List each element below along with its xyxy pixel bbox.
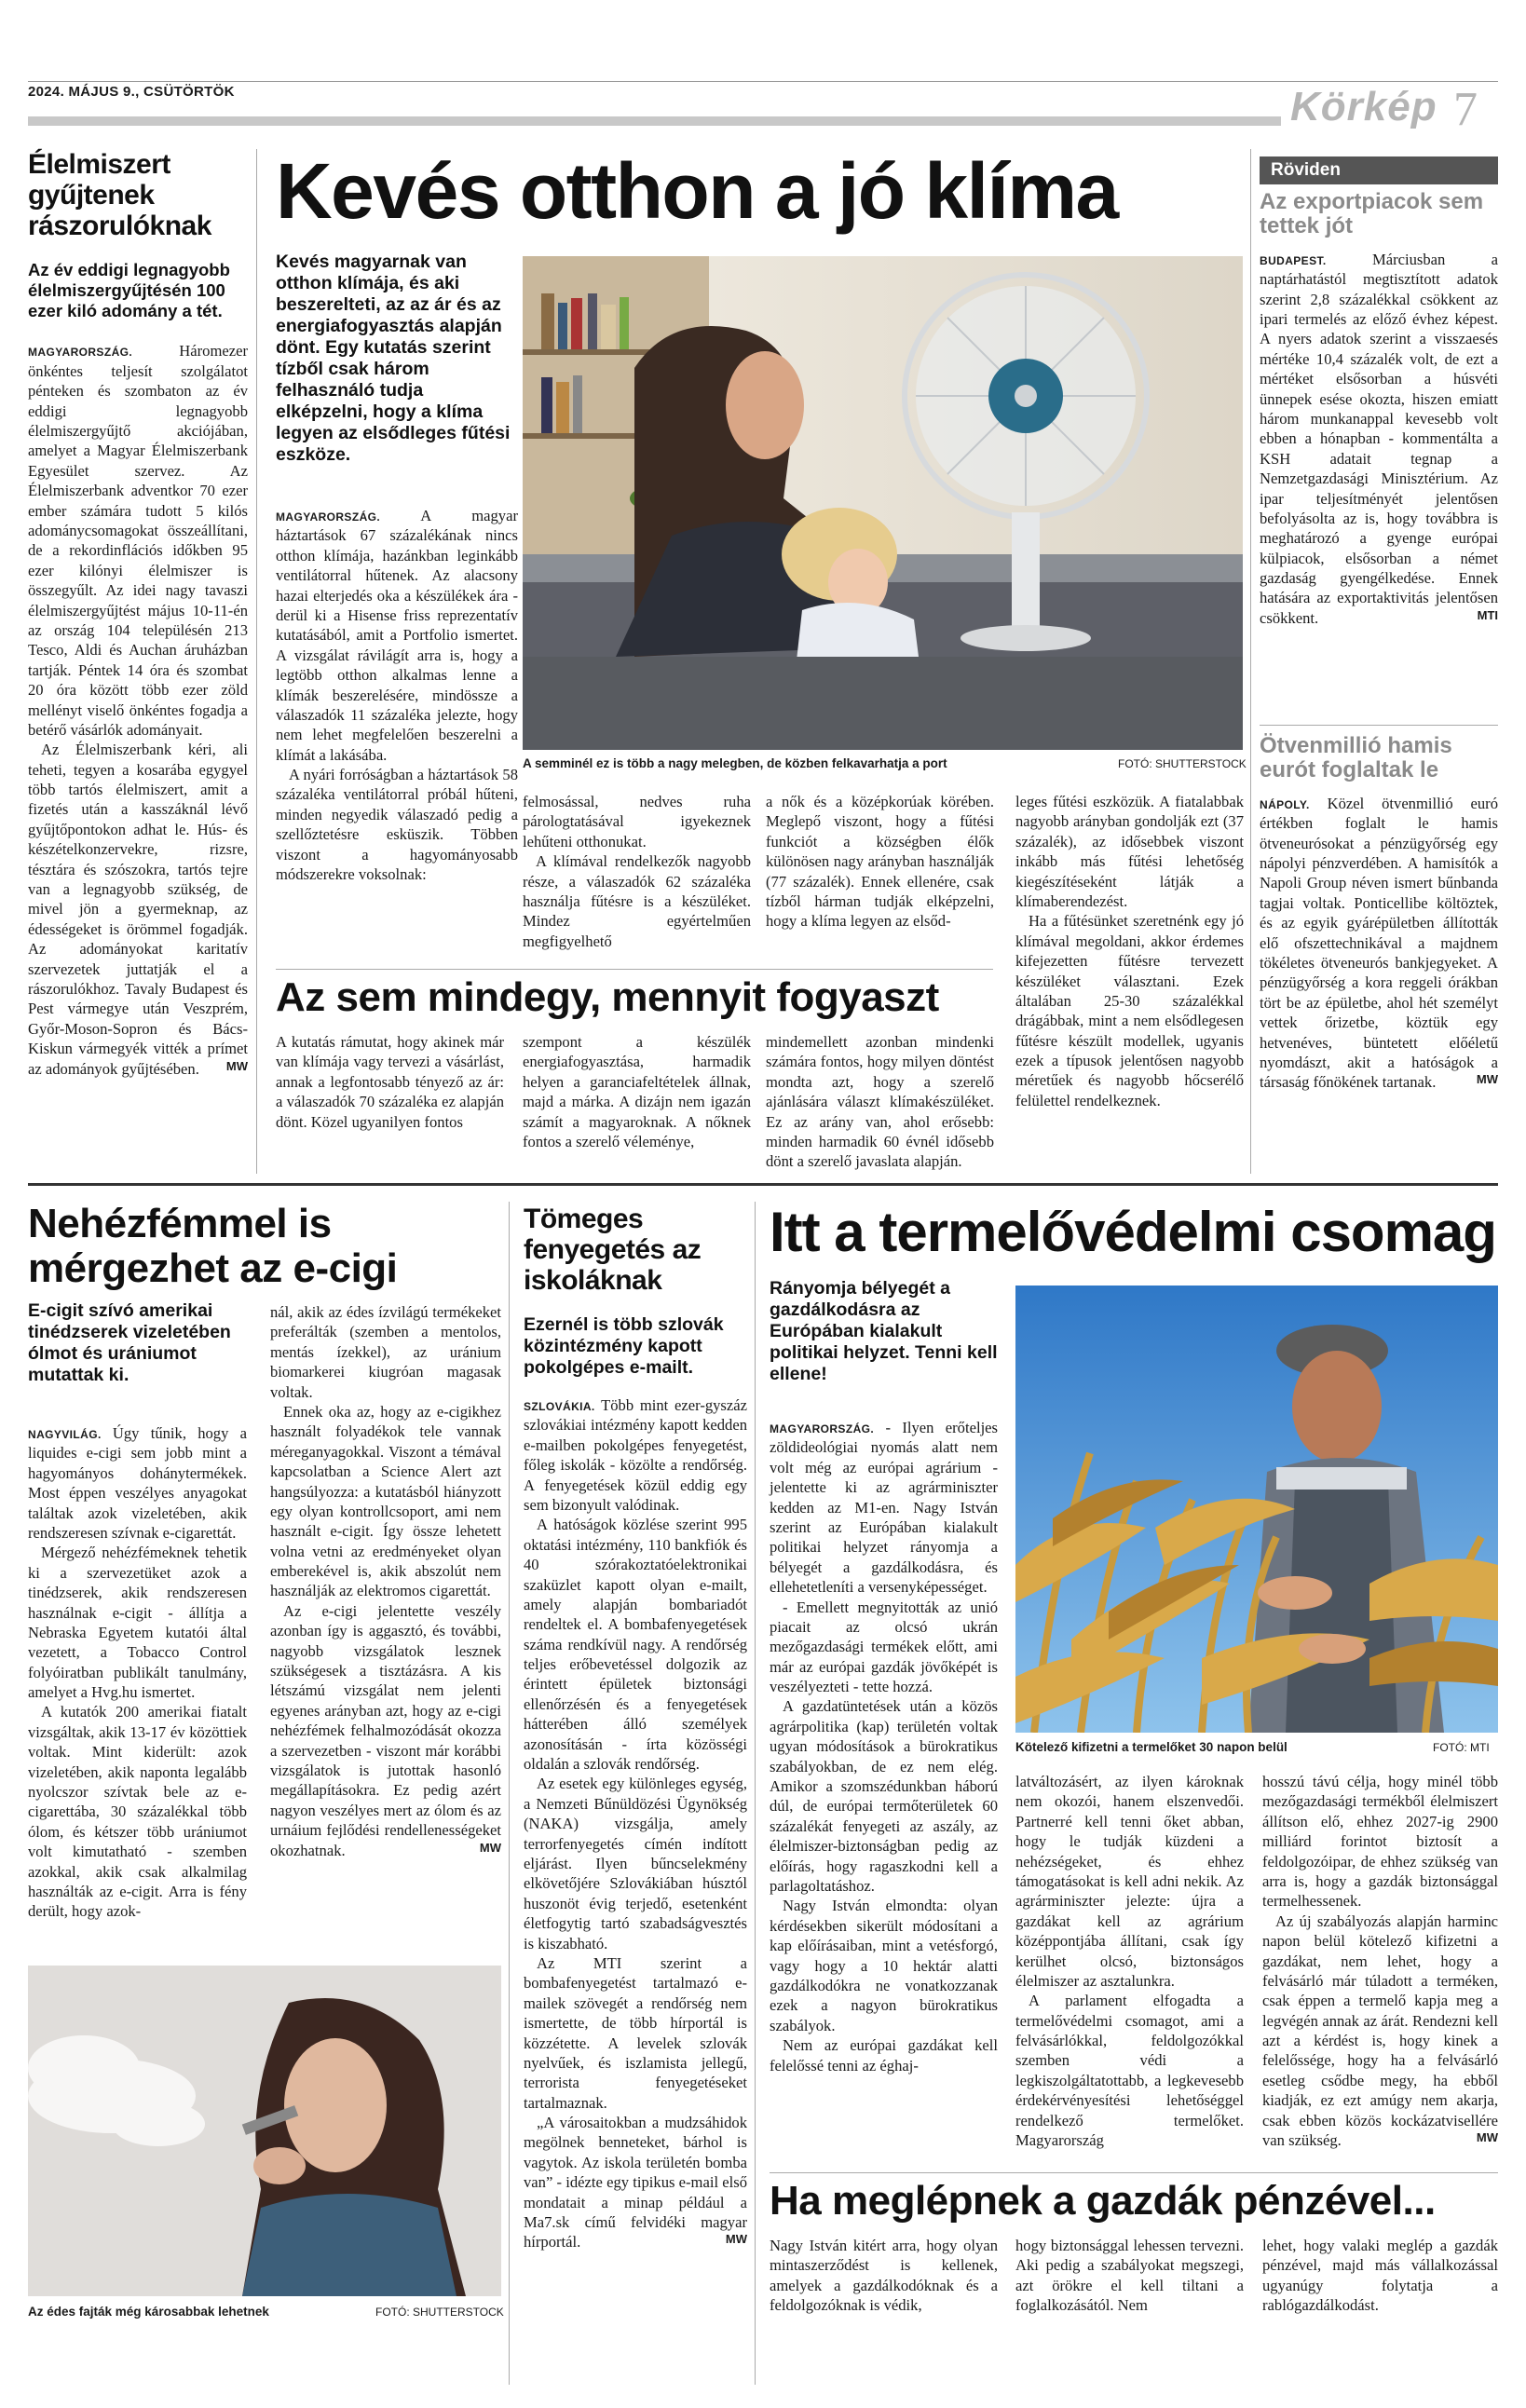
top-rule <box>28 81 1498 82</box>
bomb-lead: Ezernél is több szlovák közintézmény kapott pokolgépes e-mailt. <box>524 1314 724 1378</box>
dateline: MAGYARORSZÁG. <box>770 1422 875 1435</box>
farm-body-col2: latváltozásért, az ilyen károknak nem okozói, hanem elszenvedői. Partnerré kell tenni őket abban, hogy le tudják küzdeni a nehézségeket, és ehhez támogatásokat is kell adni nekik. Az agrárminiszter jelezte: újra a gazdákat kell az agrárium középpontjába állítani, csak így kerülhet olcsó, biztonságos élelmiszer az asztalunkra. A parlament elfogadta a termelővédelmi csomagot, ami a felvásárlókkal, feldolgozókkal szemben védi a legkiszolgáltatottabb, a legkevesebb érdekérvényesítési lehetőséggel rendelkező termelőket. Magyarország <box>1015 1773 1244 2150</box>
column-rule <box>509 1202 510 2385</box>
section-rule <box>28 116 1281 126</box>
dateline: NÁPOLY. <box>1260 797 1310 811</box>
fan-photo <box>523 256 1243 750</box>
climate-body-col4: leges fűtési eszközük. A fiatalabbak nagyobb arányban gondolják ezt (37 százalék), az idősebbek viszont inkább más fűtési lehetőség kiegészítéseként látják a klímaberendezést. Ha a fűtésünket szeretnénk egy jó klímával megoldani, akkor érdemes kifejezetten fűtésre tervezett készüléket választani. Ezek általában 25-30 százalékkal drágábbak, mint a nem elsődlegesen fűtésre készült modellek, ugyanis ezek a típusok jelentősen nagyobb méretűek és nagyobb hőcserélő felülettel rendelkeznek. <box>1015 793 1244 1109</box>
climate-lead: Kevés magyarnak van otthon klímája, és aki beszerelteti, az az ár és az energiafogyasztás alapján dönt. Egy kutatás szerint tízből csak három felhasználó tudja elképzelni, hogy a klíma legyen az elsődleges fűtési eszköze. <box>276 252 511 465</box>
ecig-body-col2: nál, akik az édes ízvilágú termékeket preferálták (szemben a mentolos, mentás ízekkel), az uránium biomarkerei kiugróan magasak voltak. Ennek oka az, hogy az e-cigikhez használt folyadékok tele vannak méreganyagokkal. Viszont a témával kapcsolatban a Science Alert azt hangsúlyozza: a kutatásból hiányzott egy olyan kontrollcsoport, ami nem használt e-cigit. Így össze lehetett volna vetni az eredményeket olyan emberekével is, akik abszolút nem használják az elektromos cigarettát. Az e-cigi jelentette veszély azonban így is aggasztó, és további, nagyobb vizsgálatok lesznek szükségesek a tisztázásra. A kis létszámú vizsgálat nem jelenti egyenes arányban azt, hogy az e-cigi nehézfémek felhalmozódását okozza a szervezetben - viszont már korábbi vizsgálatok is jutottak hasonló megállapításokra. Ez pedig azért nagyon veszélyes mert az ólom és az urnáium fejlődési rendellenességeket okozhatnak. MW <box>270 1303 501 1859</box>
food-bank-lead: Az év eddigi legnagyobb élelmiszergyűjtésén 100 ezer kiló adomány a tét. <box>28 260 230 320</box>
photo-credit: FOTÓ: MTI <box>1433 1741 1490 1754</box>
briefs-bar: Röviden <box>1260 156 1498 184</box>
bomb-headline: Tömeges fenyegetés az iskoláknak <box>524 1204 702 1296</box>
column-rule <box>755 1202 756 2385</box>
author-signature: MW <box>225 1058 248 1073</box>
vaping-woman-image <box>28 1966 501 2296</box>
section-divider <box>28 1183 1498 1186</box>
food-bank-article <box>28 149 248 1079</box>
farmer-corn-image <box>1015 1286 1498 1733</box>
section-title: Körkép <box>1290 84 1437 129</box>
climate-sub-col3: mindemellett azonban mindenki számára fontos, hogy milyen döntést mondta azt, hogy a szerelő ajánlására választ klímakészüléket. Ez az arány van, ahol erősebb: minden harmadik 60 évnél idősebb dönt a szerelő javaslata alapján. <box>766 1033 994 1171</box>
author-signature: MW <box>1476 1072 1498 1087</box>
farm-photo-caption: Kötelező kifizetni a termelőket 30 napon belül <box>1015 1740 1288 1754</box>
food-bank-paragraph: MAGYARORSZÁG. Háromezer önkéntes teljesít szolgálatot pénteken és szombaton az év eddigi legnagyobb élelmiszergyűjtő akciójában, amelyet a Magyar Élelmiszerbank Egyesület szervez. Az Élelmiszerbank adventkor 70 ezer ember számára tudott 5 kilós adománycsomagokat összeállítani, de a rekordinflációs időkben 95 ezer kilónyi élelmiszer is összegyűlt. Az idei nagy tavaszi élelmiszergyűjtést május 10-11-én az ország 104 településén 213 Tesco, Aldi és Auchan áruházban tartják. Péntek 14 óra és szombat 20 óra között több ezer zöld mellényt viselő önkéntes fogadja a betérő vásárlók adományait. <box>28 342 248 739</box>
dateline: BUDAPEST. <box>1260 253 1327 267</box>
farm-body-col1: MAGYARORSZÁG. - Ilyen erőteljes zöldideológiai nyomás alatt nem volt még az európai agrárium - jelentette ki az agrárminiszter kedden az M1-en. Nagy István szerint az Európában kialakult politikai helyzet rányomja a bélyegét a gazdálkodásra, és ellehetetleníti a versenyképességet. - Emellett megnyitották az unió piacait az olcsó ukrán mezőgazdasági termékek előtt, ami már az európai gazdák jövőképét is veszélyezteti - tette hozzá. A gazdatüntetések után a közös agrárpolitika (kap) területén voltak ugyan módosítások a bürokratikus szabályokban, de ez nem elég. Amikor a szomszédunkban háború dúl, de európai termőterületek 60 százalékát fenyegeti az aszály, az élelmiszer-biztonságban pedig az előírás, hogy ragaszkodni kell a parlagoltatáshoz. Nagy István elmondta: olyan kérdésekben sikerült módosítani a kap előírásaiban, mint a vetésforgó, vagy hogy a 10 hektár alatti gazdálkodókra ne vonatkozzanak ezek a nagyon bürokratikus szabályok. Nem az európai gazdákat kell felelőssé tenni az éghaj- <box>770 1419 998 2075</box>
farm-subheadline: Ha meglépnek a gazdák pénzével... <box>770 2178 1436 2224</box>
fan-photo-caption: A semminél ez is több a nagy melegben, de közben felkavarhatja a port <box>523 756 947 770</box>
climate-headline: Kevés otthon a jó klíma <box>276 147 1118 235</box>
author-signature: MW <box>479 1840 501 1855</box>
ecig-headline: Nehézfémmel is mérgezhet az e-cigi <box>28 1201 398 1291</box>
export-body: BUDAPEST. Márciusban a naptárhatástól megtisztított adatok szerint 2,8 százalékkal csökkent az ipari termelés az előző évhez képest. A nyers adatok szerint a visszaesés mértéke 10,4 százalék volt, de ezt a mértéket elsősorban a húsvéti ünnepek esése okozta, hiszen emiatt három munkanappal kevesebb volt ebben a hónapban - kommentálta a KSH adatait tegnap a Nemzetgazdasági Minisztérium. Az ipar teljesítményét jelentősen befolyásolta az is, hogy továbbra is meghatározó a gyenge európai külpiacok, elsősorban a német gazdaság gyengélkedése. Ennek hatására az exportaktivitás jelentősen csökkent. MTI <box>1260 250 1498 627</box>
sub-rule <box>770 2172 1498 2173</box>
climate-body-col2: felmosással, nedves ruha párologtatásával igyekeznek lehűteni otthonukat. A klímával rendelkezők nagyobb része, a válaszadók 62 százaléka használja fűtésre is a készüléket. Mindez egyértelműen megfigyelhető <box>523 793 751 950</box>
sub-rule <box>276 969 993 970</box>
farm-body-col3: hosszú távú célja, hogy minél több mezőgazdasági termékből élelmiszert állítson elő, ehhez 2027-ig 2900 milliárd forintot biztosít a feldolgozóipar, de ehhez szükség van arra is, hogy a gazdák biztonsággal termelhessenek. Az új szabályozás alapján harminc napon belül kötelező kifizetni a gazdákat, nem lehet, hogy a felvásárló már túladott a terméken, csak éppen a termelő kapja meg a legvégén annak az árát. Rendezni kell azt a kérdést is, hogy kinek a felelőssége, hogy ha a felvásárló esetleg csődbe megy, ha ebből kiadják, ez ezt amúgy nem akarja, csak ebben közös kockázatvisellére van szükség. MW <box>1262 1773 1498 2150</box>
bomb-body: SZLOVÁKIA. Több mint ezer-gyszáz szlovákiai intézmény kapott kedden e-mailben pokolgépes fenyegetést, főleg iskolák - közölte a rendőrség. A fenyegetések közül eddig egy sem bizonyult valódinak. A hatóságok közlése szerint 995 oktatási intézmény, 110 bankfiók és 40 szórakoztatóelektronikai szaküzlet kapott olyan e-mailt, amely alapján bombariadót rendeltek el. A bombafenyegetések száma rendkívül nagy. A rendőrség teljes erőbevetéssel dolgozik az érintett épületek biztonsági ellenőrzésén és a fenyegetések hátterében álló személyek azonosításán - írta közösségi oldalán a szlovák rendőrség. Az esetek egy különleges egység, a Nemzeti Bűnüldözési Ügynökség (NAKA) vizsgálja, amely terrorfenyegetés címén indított eljárást. Ilyen bűncselekmény elkövetőjére Szlovákiában húsztól huszonöt évig terjedő, esetenként életfogytig tartó szabadságvesztés is kiszabható. Az MTI szerint a bombafenyegetést tartalmazó e-mailek szövegét a rendőrség nem ismertette, de több hírportál is közzétette. A levelek szlovák nyelvűek, és iszlamista jellegű, terrorista fenyegetéseket tartalmaznak. „A városaitokban a mudzsáhidok megölnek benneteket, bárhol is vagytok. Az iskola területén bomba van” - idézte egy tipikus e-mail első mondatait a minap például a Ma7.sk című felvidéki magyar hírportál. MW <box>524 1396 747 2252</box>
author-signature: MTI <box>1477 607 1498 622</box>
fraud-brief <box>1260 734 1498 1093</box>
farm-headline: Itt a termelővédelmi csomag <box>770 1201 1496 1263</box>
climate-sub-col2: szempont a készülék energiafogyasztása, harmadik helyen a garanciafeltételek állnak, majd a márka. A dizájn nem igazán számít a magyaroknak. A nőknek fontos a szerelő véleménye, <box>523 1033 751 1150</box>
dateline: SZLOVÁKIA. <box>524 1400 595 1413</box>
column-rule <box>256 149 257 1174</box>
author-signature: MW <box>1476 2130 1498 2145</box>
food-bank-headline: Élelmiszert gyűjtenek rászorulóknak <box>28 149 211 241</box>
ecig-photo-caption: Az édes fajták még károsabbak lehetnek <box>28 2305 269 2319</box>
fraud-headline: Ötvenmillió hamis eurót foglaltak le <box>1260 733 1452 782</box>
food-bank-paragraph: Az Élelmiszerbank kéri, ali teheti, tegyen a kosarába egygyel több tartós élelmiszert, amit a fizetés után a kasszáknál lévő gyűjtőpontokon adhat le. Hús- és készételkonzervekre, rizsre, tésztára és szószokra, tartós tejre van a legnagyobb szükség, de mivel jön a gyermeknap, az édességeket is örömmel fogadják. Az adományokat karitatív szervezetek juttatják el a rászorulókhoz. Tavaly Budapest és Pest vármegye után Veszprém, Győr-Moson-Sopron és Bács-Kiskun vármegyék vitték a prímet az adományok gyűjtésében. MW <box>28 741 248 1078</box>
dateline: NAGYVILÁG. <box>28 1428 102 1441</box>
fraud-body: NÁPOLY. Közel ötvenmillió euró értékben foglalt le hamis ötveneurósokat a pénzügyőrség egy nápolyi pénzverdében. A hamisítók a Napoli Group néven ismert bűnbanda tagjai voltak. Ponticellibe költöztek, és az egyik gyárépületben állították elő ofszettechnikával a majdnem tökéletes ötveneurós bankjegyeket. A pénzügyőrség a kora reggeli órákban tört be az épületbe, ahol hét személyt vettek őrizetbe, köztük egy hetvenéves, büntetett előéletű nyomdászt, akit a hatóságok a társaság főnökének tartanak. MW <box>1260 794 1498 1092</box>
ecig-body-col1: NAGYVILÁG. Úgy tűnik, hogy a liquides e-cigi sem jobb mint a hagyományos dohánytermékek. Most éppen veszélyes anyagokat találtak azok vizeletében, akik rendszeresen szívnak e-cigarettát. Mérgező nehézfémeknek tehetik ki a szervezetüket azok a tinédzserek, akik rendszeresen használnak e-cigit - állítja a Nebraska Egyetem kutatói által vezetett, a Tobacco Control folyóiratban publikált tanulmány, amelyet a Hvg.hu ismertet. A kutatók 200 amerikai fiatalt vizsgáltak, akik 13-17 év közöttiek voltak. Mint kiderült: azok vizeletében, akik naponta legalább nyolcszor szívtak bele az e-cigarettába, 30 százalékkal több ólom, és kétszer több urániumot volt kimutatható - szemben azokkal, akik csak alkalmilag használták az e-cigit. Arra is fény derült, hogy azok- <box>28 1424 247 1921</box>
dateline: MAGYARORSZÁG. <box>276 510 381 524</box>
food-bank-body <box>28 341 248 1078</box>
photo-credit: FOTÓ: SHUTTERSTOCK <box>375 2306 504 2319</box>
brief-divider <box>1260 725 1498 726</box>
woman-child-fan-image <box>523 256 1243 750</box>
farm-sub-col3: lehet, hogy valaki meglép a gazdák pénzével, majd más vállalkozással ugyanúgy folytatja a rablógazdálkodást. <box>1262 2237 1498 2315</box>
export-headline: Az exportpiacok sem tettek jót <box>1260 189 1484 238</box>
bomb-article <box>524 1204 747 2252</box>
climate-body-col1: MAGYARORSZÁG. A magyar háztartások 67 százalékának nincs otthon klímája, hazánkban leginkább ventilátorral hűtenek. Az alacsony hazai elterjedés oka a készülékek ára - derül ki a Hisense friss reprezentatív kutatásából, amit a Portfolio ismertet. A vizsgálat rávilágít arra is, hogy a legtöbb otthon alkalmas lenne a klímák beszerelésére, mindössze a válaszadók 11 százaléka jelezte, hogy nem lehet megfelelően beszerelni a klímát a lakásába. A nyári forróságban a háztartások 58 százaléka ventilátorral próbál hűteni, minden negyedik válaszadó pedig a szellőztetésre esküszik. Többen viszont a hagyományosabb módszerekre voksolnak: <box>276 507 518 884</box>
climate-sub-col1: A kutatás rámutat, hogy akinek már van klímája vagy tervezi a vásárlást, annak a legfontosabb tényező az ár: a válaszadók 70 százaléka ez alapján dönt. Közel ugyanilyen fontos <box>276 1033 504 1131</box>
ecig-photo <box>28 1966 501 2296</box>
climate-body-col3: a nők és a középkorúak körében. Meglepő viszont, hogy a fűtési funkciót a községben élők különösen nagy arányban használják (77 százalék). Ennek ellenére, csak tízből hárman tudják elképzelni, hogy a klíma legyen az elsőd- <box>766 793 994 931</box>
farm-sub-col2: hogy biztonsággal lehessen tervezni. Aki pedig a szabályokat megszegi, azt örökre el kell tiltani a foglalkozásától. Nem <box>1015 2237 1244 2315</box>
column-rule <box>1250 149 1251 1174</box>
farm-photo <box>1015 1286 1498 1733</box>
issue-date: 2024. MÁJUS 9., CSÜTÖRTÖK <box>28 84 235 100</box>
author-signature: MW <box>725 2232 747 2247</box>
climate-subheadline: Az sem mindegy, mennyit fogyaszt <box>276 974 939 1020</box>
dateline: MAGYARORSZÁG. <box>28 346 133 360</box>
page-number: 7 <box>1453 83 1478 136</box>
farm-sub-col1: Nagy István kitért arra, hogy olyan mintaszerződést is kellenek, amelyek a gazdálkodóknak és a feldolgozóknak is védik, <box>770 2237 998 2315</box>
photo-credit: FOTÓ: SHUTTERSTOCK <box>1118 757 1247 770</box>
export-brief <box>1260 190 1498 628</box>
farm-lead: Rányomja bélyegét a gazdálkodásra az Európában kialakult politikai helyzet. Tenni kell ellene! <box>770 1278 998 1384</box>
ecig-lead: E-cigit szívó amerikai tinédzserek vizeletében ólmot és urániumot mutattak ki. <box>28 1300 231 1385</box>
